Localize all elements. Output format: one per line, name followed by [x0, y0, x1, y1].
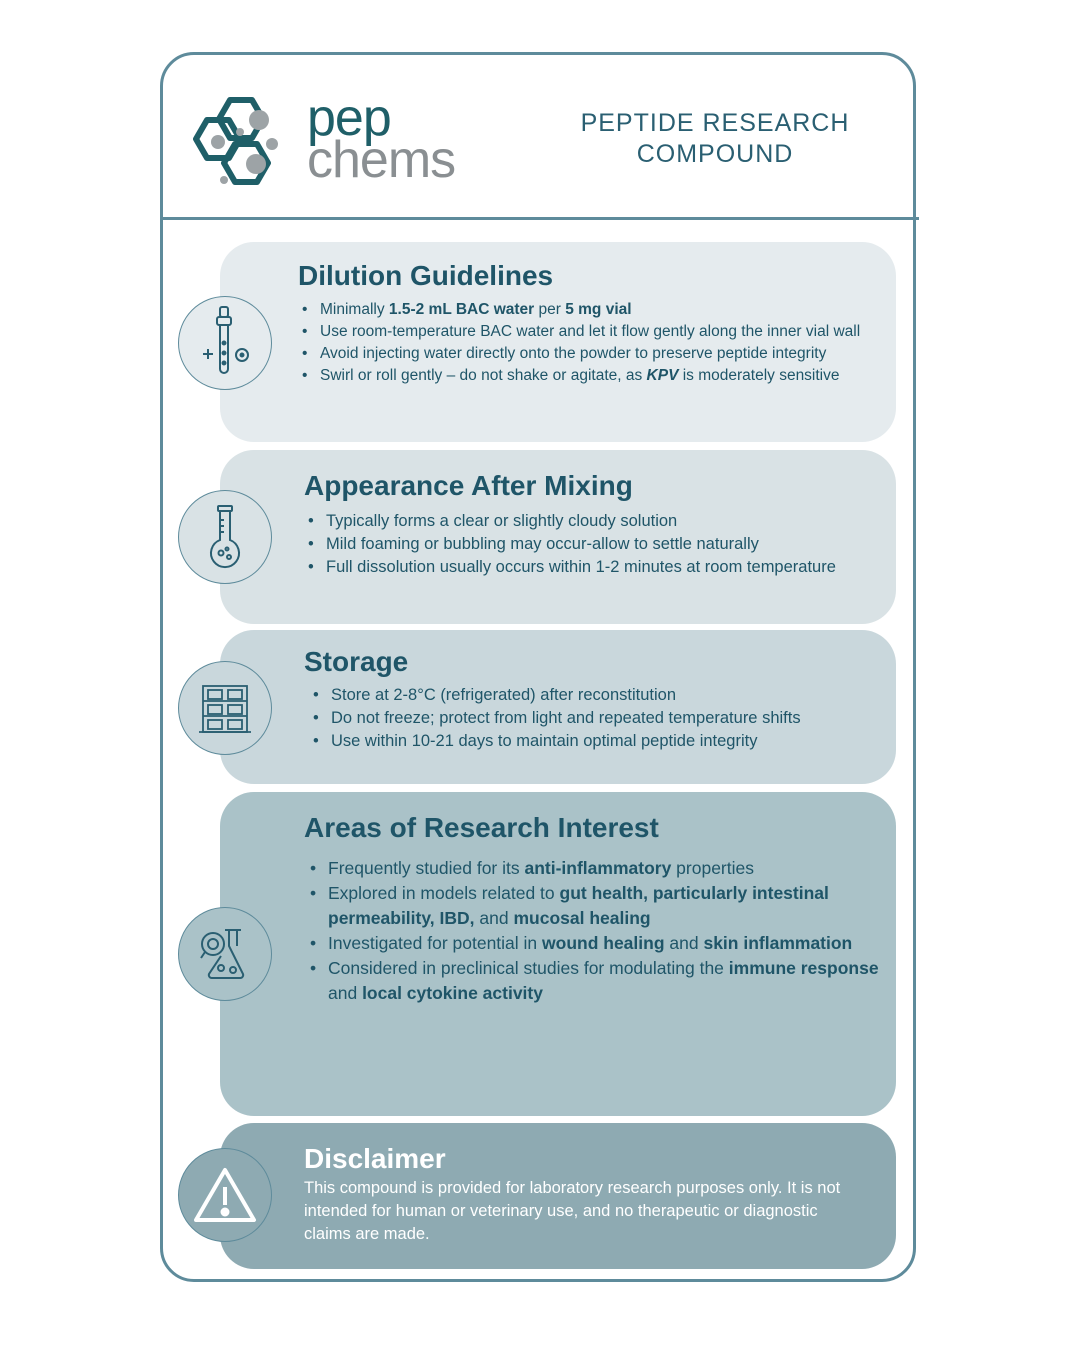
list-item: • Typically forms a clear or slightly cloudy solution	[326, 510, 884, 533]
list-item: • Minimally 1.5-2 mL BAC water per 5 mg vial	[320, 299, 884, 321]
list-item: • Use room-temperature BAC water and let it flow gently along the inner vial wall	[320, 321, 884, 343]
appearance-list	[304, 510, 884, 579]
appearance-card	[220, 450, 896, 624]
research-card	[220, 792, 896, 1116]
list-item: • Explored in models related to gut health, particularly intestinal permeability, IBD, and mucosal healing	[328, 881, 884, 931]
list-item: • Avoid injecting water directly onto the powder to preserve peptide integrity	[320, 343, 884, 365]
logo-text-pep: pep	[307, 89, 391, 147]
storage-list	[304, 684, 884, 753]
warning-icon	[178, 1148, 272, 1242]
disclaimer-card	[220, 1123, 896, 1269]
list-item: • Considered in preclinical studies for modulating the immune response and local cytokine activity	[328, 956, 884, 1006]
list-item: • Mild foaming or bubbling may occur-allow to settle naturally	[326, 533, 884, 556]
dilution-list	[298, 299, 884, 387]
dilution-title: Dilution Guidelines	[298, 260, 554, 291]
flask-icon	[178, 490, 272, 584]
storage-shelf-icon	[178, 661, 272, 755]
research-flask-icon	[178, 907, 272, 1001]
list-item: • Investigated for potential in wound healing and skin inflammation	[328, 931, 884, 956]
storage-title: Storage	[304, 646, 409, 677]
appearance-title: Appearance After Mixing	[304, 470, 633, 501]
header-title-line2: COMPOUND	[636, 140, 794, 168]
header-title-line1: PEPTIDE RESEARCH	[580, 109, 850, 137]
dilution-card	[220, 242, 896, 442]
dropper-icon	[178, 296, 272, 390]
disclaimer-text: This compound is provided for laboratory research purposes only. It is not intended for human or veterinary use, and no therapeutic or diagnostic claims are made.	[304, 1179, 841, 1243]
list-item: • Frequently studied for its anti-inflammatory properties	[328, 856, 884, 881]
storage-card	[220, 630, 896, 784]
research-list	[304, 856, 884, 1006]
list-item: • Full dissolution usually occurs within 1-2 minutes at room temperature	[326, 556, 884, 579]
list-item: • Swirl or roll gently – do not shake or agitate, as KPV is moderately sensitive	[320, 365, 884, 387]
list-item: • Use within 10-21 days to maintain optimal peptide integrity	[331, 730, 884, 753]
disclaimer-title: Disclaimer	[304, 1143, 446, 1174]
logo-text-chems: chems	[307, 131, 456, 189]
list-item: • Do not freeze; protect from light and repeated temperature shifts	[331, 707, 884, 730]
header-title	[560, 108, 870, 170]
research-title: Areas of Research Interest	[304, 812, 659, 843]
header-divider	[160, 217, 919, 220]
list-item: • Store at 2-8°C (refrigerated) after reconstitution	[331, 684, 884, 707]
